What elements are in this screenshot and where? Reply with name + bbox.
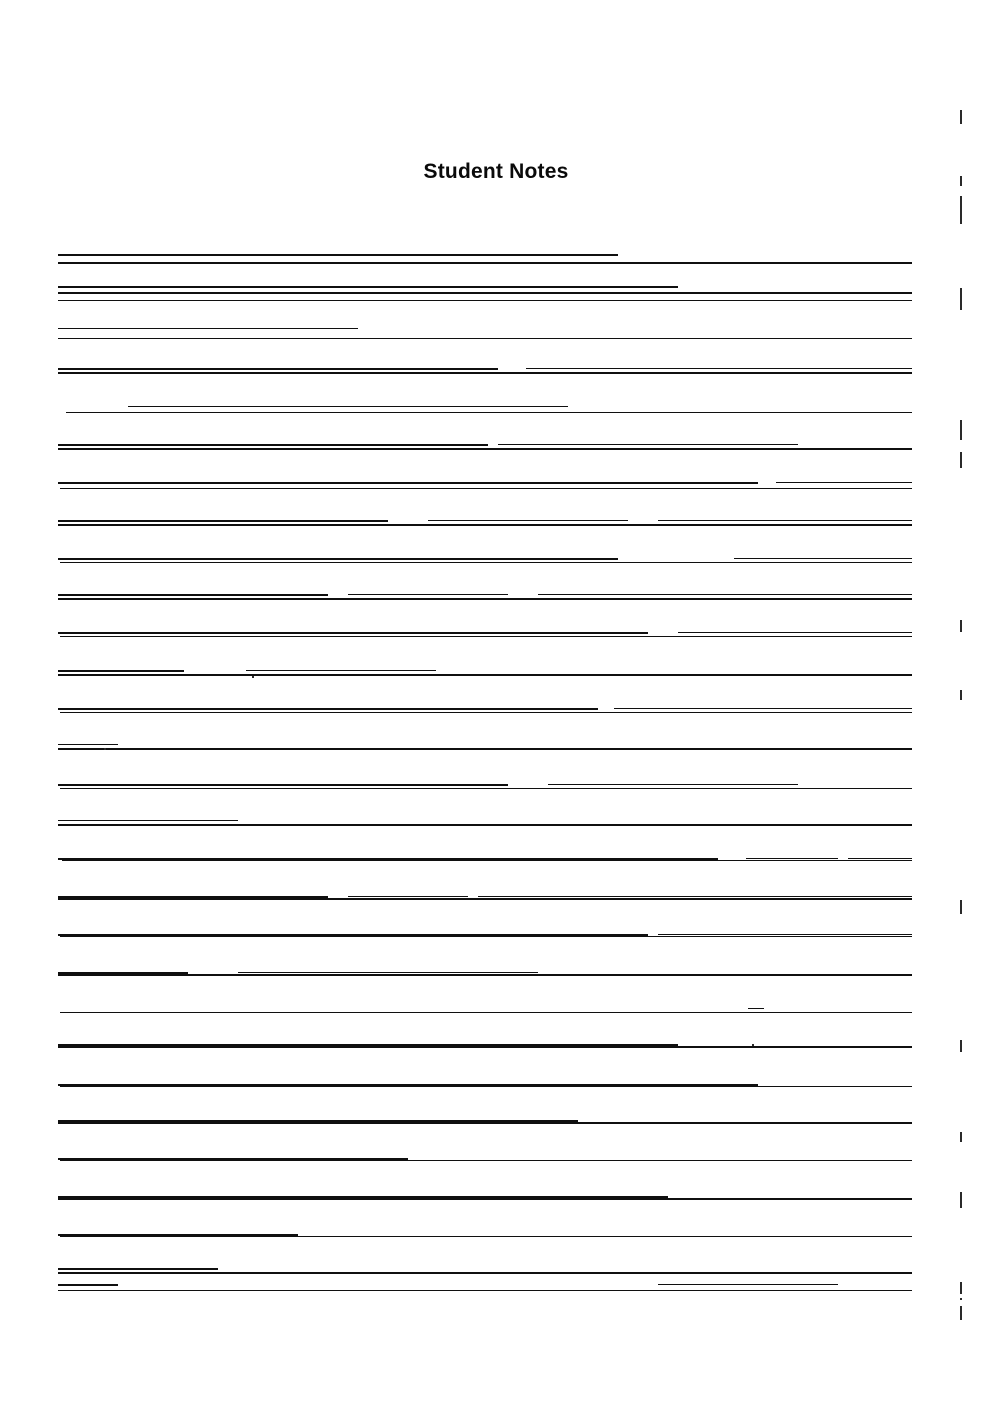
rule-line <box>60 1012 912 1013</box>
rule-line <box>60 1160 912 1161</box>
ink-stroke <box>58 558 618 560</box>
ink-stroke <box>538 594 912 595</box>
ink-stroke <box>428 520 628 521</box>
rule-line <box>58 598 912 600</box>
ink-stroke <box>658 1284 838 1285</box>
ink-stroke <box>614 708 912 709</box>
rule-line <box>60 562 912 563</box>
ink-stroke <box>58 820 238 821</box>
ink-stroke <box>58 896 328 898</box>
ink-stroke <box>58 482 758 484</box>
rule-line <box>60 936 912 937</box>
rule-line <box>58 1198 912 1200</box>
ink-stroke <box>58 286 678 288</box>
ink-stroke <box>58 594 328 596</box>
rule-line <box>62 860 912 861</box>
rule-line <box>58 1122 912 1124</box>
rule-line <box>58 338 912 339</box>
ink-stroke <box>548 784 798 785</box>
scan-speck <box>960 1298 962 1300</box>
ink-stroke <box>58 368 498 370</box>
scan-edge-mark <box>960 420 962 440</box>
scan-edge-mark <box>960 690 962 700</box>
rule-line <box>60 712 912 713</box>
ink-stroke <box>658 934 912 935</box>
scan-edge-mark <box>960 1282 962 1294</box>
ink-stroke <box>526 368 912 369</box>
rule-line <box>58 262 912 264</box>
rule-line <box>58 1290 912 1291</box>
ink-stroke <box>478 896 912 897</box>
ink-stroke <box>776 482 912 483</box>
rule-line <box>60 1086 912 1087</box>
ink-stroke <box>58 744 118 745</box>
rule-line <box>58 372 912 374</box>
ink-stroke <box>658 520 912 521</box>
rule-line <box>58 748 912 750</box>
notes-writing-area <box>0 250 992 1300</box>
scan-speck <box>104 748 106 750</box>
ink-stroke <box>246 670 436 671</box>
scan-edge-mark <box>960 176 962 186</box>
ink-stroke <box>58 254 618 256</box>
ink-stroke <box>848 858 912 859</box>
ink-stroke <box>128 406 568 407</box>
ink-stroke <box>58 708 598 710</box>
rule-line <box>66 412 912 413</box>
page-title: Student Notes <box>423 160 569 183</box>
ink-stroke <box>238 972 538 973</box>
scan-edge-mark <box>960 288 962 310</box>
rule-line <box>58 524 912 526</box>
ink-stroke <box>58 1196 668 1198</box>
ink-stroke <box>58 632 648 634</box>
rule-line <box>58 1272 912 1274</box>
rule-line <box>60 636 912 637</box>
ink-stroke <box>58 934 648 936</box>
scan-edge-mark <box>960 452 962 468</box>
rule-line <box>58 448 912 450</box>
ink-stroke <box>58 1120 578 1122</box>
rule-line <box>58 898 912 900</box>
scan-edge-mark <box>960 620 962 632</box>
scan-edge-mark <box>960 196 962 224</box>
scan-speck <box>252 676 254 678</box>
ink-stroke <box>58 670 184 672</box>
ink-stroke <box>58 328 358 329</box>
scan-edge-mark <box>960 1040 962 1052</box>
rule-line <box>58 1046 912 1048</box>
scan-edge-mark <box>960 1306 962 1320</box>
ink-stroke <box>58 1234 298 1236</box>
ink-stroke <box>746 858 838 859</box>
ink-stroke <box>58 1044 678 1046</box>
rule-line <box>58 300 912 301</box>
ink-stroke <box>58 784 508 786</box>
rule-line <box>60 788 912 789</box>
scan-edge-mark <box>960 1192 962 1208</box>
scan-edge-mark <box>960 110 962 124</box>
rule-line <box>58 974 912 976</box>
ink-stroke <box>58 972 188 974</box>
ink-stroke <box>734 558 912 559</box>
rule-line <box>58 824 912 826</box>
ink-stroke <box>58 1084 758 1086</box>
ink-stroke <box>58 1284 118 1286</box>
rule-line <box>60 488 912 489</box>
ink-stroke <box>348 594 508 595</box>
rule-line <box>58 674 912 676</box>
scan-speck <box>752 1044 754 1046</box>
ink-stroke <box>498 444 798 445</box>
ink-stroke <box>58 520 388 522</box>
ink-stroke <box>58 1158 408 1160</box>
scan-edge-mark <box>960 1132 962 1142</box>
rule-line <box>58 292 912 294</box>
ink-stroke <box>678 632 912 633</box>
ink-stroke <box>58 1268 218 1270</box>
ink-stroke <box>58 444 488 446</box>
ink-stroke <box>348 896 468 897</box>
scan-edge-mark <box>960 900 962 914</box>
ink-stroke <box>58 858 718 860</box>
rule-line <box>60 1236 912 1237</box>
ink-stroke <box>748 1008 764 1009</box>
